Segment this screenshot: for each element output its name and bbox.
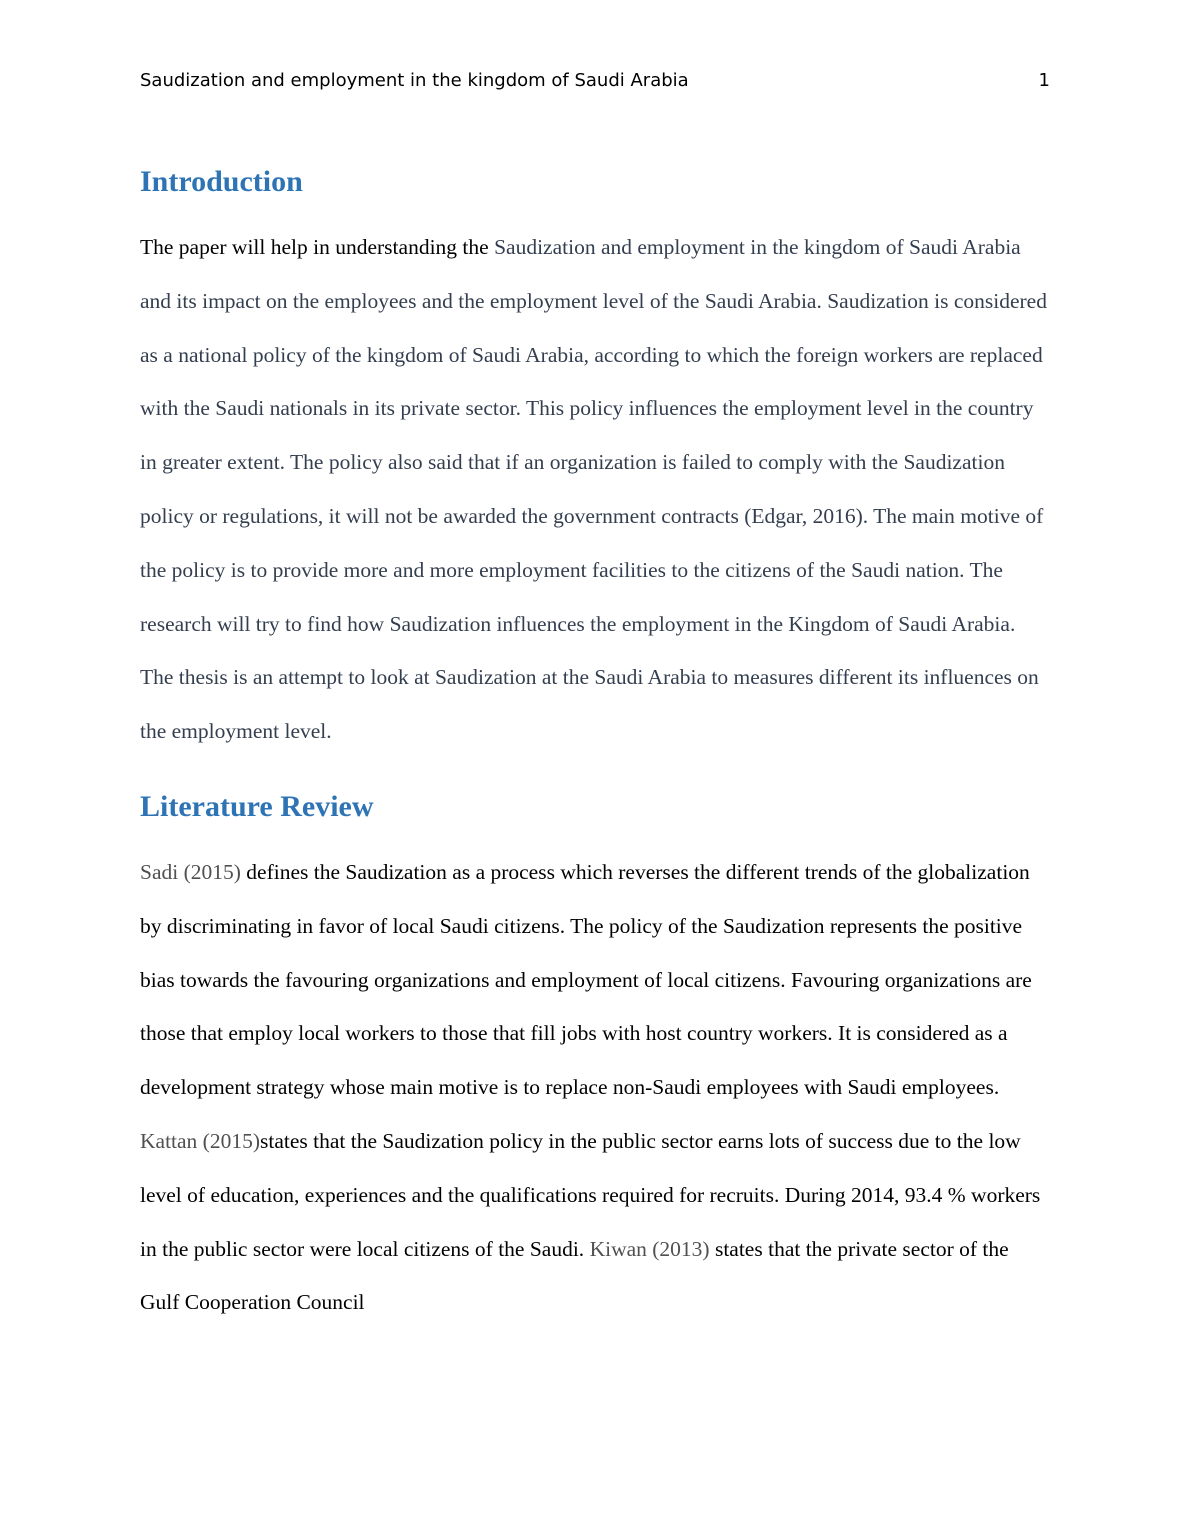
literature-text-1: defines the Saudization as a process which reverses the different trends of the globalization by discriminating in favor of local Saudi citizens. The policy of the Saudization represents the positive bias towards the favouring organizations and employment of local citizens. Favouring organizations are those that employ local workers to those that fill jobs with host country workers. It is considered as a development strategy whose main motive is to replace non-Saudi employees with Saudi employees.	[140, 859, 1032, 1100]
introduction-heading: Introduction	[140, 165, 303, 198]
literature-review-paragraph	[140, 846, 1050, 1330]
introduction-paragraph	[140, 221, 1050, 759]
running-title: Saudization and employment in the kingdom of Saudi Arabia	[140, 70, 689, 91]
literature-text-2: states that the Saudization policy in the public sector earns lots of success due to the low level of education, experiences and the qualifications required for recruits. During 2014, 93.4 % workers in the public sector were local citizens of the Saudi.	[140, 1128, 1041, 1261]
page-number: 1	[1038, 70, 1050, 91]
literature-text-3: states that the private sector of the Gulf Cooperation Council	[140, 1236, 1009, 1315]
introduction-lead: The paper will help in understanding the	[140, 235, 495, 259]
citation-kattan: Kattan (2015)	[140, 1128, 261, 1153]
introduction-body: Saudization and employment in the kingdom of Saudi Arabia and its impact on the employees and the employment level of the Saudi Arabia. Saudization is considered as a national policy of the kingdom of Saudi Arabia, according to which the foreign workers are replaced with the Saudi nationals in its private sector. This policy influences the employment level in the country in greater extent. The policy also said that if an organization is failed to comply with the Saudization policy or regulations, it will not be awarded the government contracts (Edgar, 2016). The main motive of the policy is to provide more and more employment facilities to the citizens of the Saudi nation. The research will try to find how Saudization influences the employment in the Kingdom of Saudi Arabia. The thesis is an attempt to look at Saudization at the Saudi Arabia to measures different its influences on the employment level.	[140, 235, 1047, 744]
document-body	[140, 160, 1050, 1330]
citation-sadi: Sadi (2015)	[140, 859, 241, 884]
running-header	[140, 70, 1050, 98]
citation-kiwan: Kiwan (2013)	[589, 1236, 710, 1261]
literature-review-heading: Literature Review	[140, 789, 374, 823]
